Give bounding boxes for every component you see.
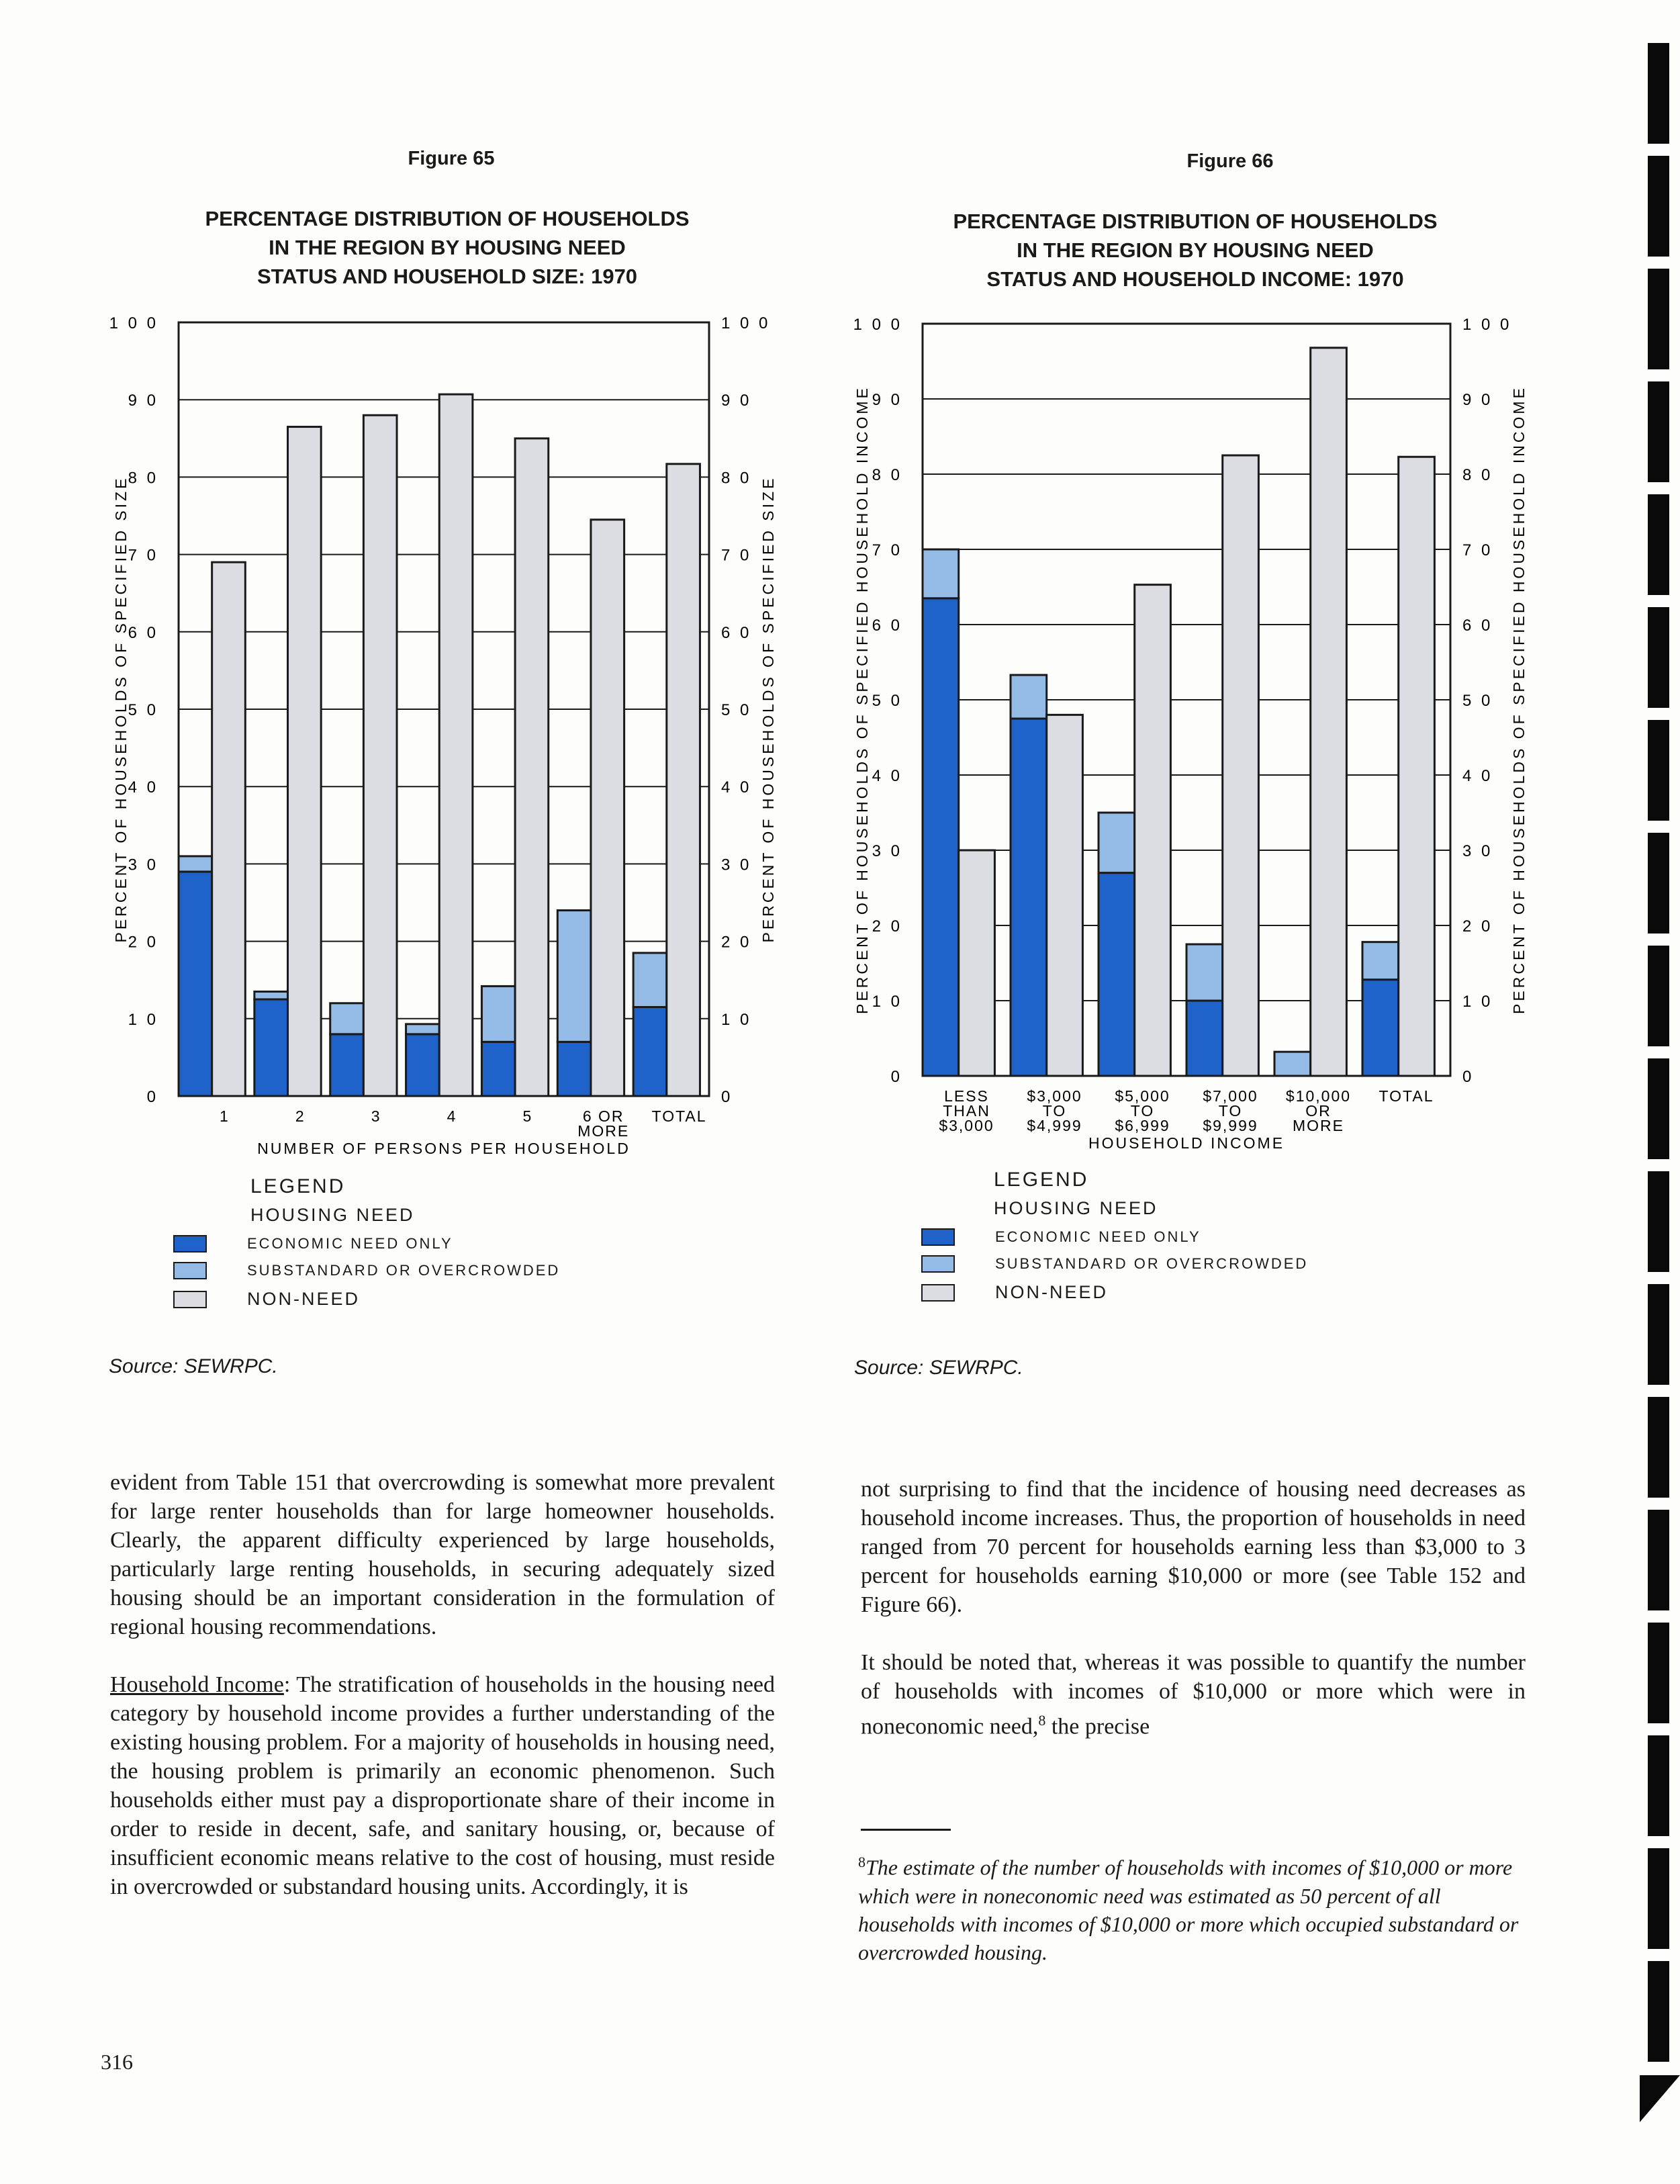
y-tick-label-right: 5 0: [1462, 692, 1493, 710]
x-tick-label: THAN: [943, 1102, 990, 1120]
bar-substandard: [1186, 944, 1223, 1001]
binder-mark: [1648, 1510, 1669, 1610]
x-tick-label: $3,000: [1027, 1087, 1082, 1105]
bar-economic-need: [330, 1034, 364, 1096]
x-tick-label: $9,999: [1203, 1117, 1258, 1134]
paragraph: [861, 1648, 1526, 1741]
figure-66-title-line: PERCENTAGE DISTRIBUTION OF HOUSEHOLDS: [953, 210, 1438, 233]
legend-item-substandard: [921, 1255, 1308, 1273]
y-tick-label-right: 8 0: [721, 469, 752, 488]
bar-substandard: [179, 856, 212, 872]
legend-label: SUBSTANDARD OR OVERCROWDED: [995, 1255, 1309, 1272]
y-tick-label-left: 5 0: [128, 701, 158, 719]
chart-household-size: [0, 0, 839, 1169]
bar-substandard: [330, 1003, 364, 1034]
legend-label: SUBSTANDARD OR OVERCROWDED: [247, 1262, 561, 1279]
figure-65-legend: [173, 1175, 560, 1310]
x-axis-label: NUMBER OF PERSONS PER HOUSEHOLD: [257, 1140, 631, 1157]
y-tick-label-left: 1 0: [128, 1010, 158, 1029]
binder-mark: [1648, 1397, 1669, 1498]
legend-swatch-economic: [173, 1235, 207, 1253]
binder-mark: [1648, 1284, 1669, 1385]
legend-item-non-need: [921, 1282, 1308, 1303]
y-tick-label-left: 9 0: [872, 391, 902, 409]
y-tick-label-left: 4 0: [872, 767, 902, 785]
bar-economic-need: [1186, 1001, 1223, 1076]
figure-66-label: Figure 66: [1186, 150, 1274, 172]
x-tick-label: LESS: [944, 1087, 989, 1105]
x-tick-label: $5,000: [1115, 1087, 1170, 1105]
figure-66-title-line: STATUS AND HOUSEHOLD INCOME: 1970: [986, 267, 1404, 291]
x-tick-label: MORE: [577, 1122, 630, 1140]
y-tick-label-left: 4 0: [128, 778, 158, 797]
y-tick-label-left: 8 0: [128, 469, 158, 488]
x-tick-label: TO: [1042, 1102, 1067, 1120]
paragraph: evident from Table 151 that overcrowding is somewhat more prevalent for large renter households than for large homeowner households. Clearly, the apparent difficulty experienced by large households, particularly large renting households, in securing adequately sized housing should be an important consideration in the formulation of regional housing recommendations.: [110, 1470, 775, 1639]
legend-item-economic: [173, 1235, 560, 1253]
bar-non-need: [288, 427, 322, 1096]
x-tick-label: TOTAL: [651, 1107, 707, 1125]
binder-mark: [1648, 720, 1669, 821]
y-tick-label-left: 5 0: [872, 692, 902, 710]
x-tick-label: 6 OR: [582, 1107, 624, 1125]
x-tick-label: 2: [295, 1107, 306, 1125]
y-tick-label-left: 3 0: [128, 856, 158, 874]
bar-substandard: [557, 911, 591, 1042]
x-tick-label: TO: [1130, 1102, 1155, 1120]
figure-65-title-line: PERCENTAGE DISTRIBUTION OF HOUSEHOLDS: [205, 207, 690, 230]
y-tick-label-right: 9 0: [1462, 391, 1493, 409]
bar-non-need: [515, 439, 549, 1096]
x-tick-label: 3: [371, 1107, 381, 1125]
y-tick-label-left: 6 0: [872, 617, 902, 635]
bar-substandard: [406, 1024, 440, 1034]
figure-65-source: Source: SEWRPC.: [109, 1355, 278, 1377]
binder-mark: [1648, 1171, 1669, 1272]
x-tick-label: TOTAL: [1379, 1087, 1434, 1105]
x-tick-label: $3,000: [939, 1117, 994, 1134]
bar-economic-need: [923, 598, 959, 1076]
y-tick-label-right: 4 0: [721, 778, 752, 797]
figure-65-label: Figure 65: [408, 148, 495, 169]
legend-subtitle: HOUSING NEED: [994, 1198, 1158, 1218]
binder-mark: [1648, 494, 1669, 595]
x-tick-label: MORE: [1293, 1117, 1344, 1134]
y-tick-label-right: 6 0: [1462, 617, 1493, 635]
y-tick-label-right: 2 0: [721, 933, 752, 952]
binder-mark: [1648, 269, 1669, 369]
bar-economic-need: [1099, 873, 1135, 1076]
bar-substandard: [1099, 813, 1135, 873]
legend-title: LEGEND: [250, 1175, 346, 1197]
y-tick-label-right: 1 0: [721, 1010, 752, 1029]
binder-mark: [1648, 381, 1669, 482]
y-tick-label-left: 0: [890, 1068, 902, 1086]
chart-household-income: [833, 0, 1571, 1169]
bar-economic-need: [1362, 980, 1399, 1076]
legend-subtitle: HOUSING NEED: [250, 1205, 415, 1225]
legend-label: NON-NEED: [995, 1282, 1109, 1302]
y-tick-label-right: 5 0: [721, 701, 752, 719]
y-tick-label-left: 1 0 0: [853, 316, 902, 334]
bar-non-need: [363, 415, 397, 1096]
y-tick-label-right: 1 0: [1462, 993, 1493, 1011]
binder-mark: [1648, 1961, 1669, 2062]
legend-item-economic: [921, 1228, 1308, 1246]
y-axis-label-right: PERCENT OF HOUSEHOLDS OF SPECIFIED HOUSEHOLD INCOME: [1510, 385, 1528, 1014]
binder-mark: [1648, 1623, 1669, 1723]
y-tick-label-right: 7 0: [1462, 541, 1493, 559]
binder-mark: [1648, 1848, 1669, 1949]
legend-swatch-substandard: [173, 1262, 207, 1279]
bar-economic-need: [557, 1042, 591, 1096]
y-tick-label-left: 9 0: [128, 392, 158, 410]
y-tick-label-left: 2 0: [872, 917, 902, 936]
footnote-mark: 8: [858, 1854, 866, 1870]
y-tick-label-right: 1 0 0: [1462, 316, 1512, 334]
binder-mark: [1648, 1058, 1669, 1159]
y-axis-label-right: PERCENT OF HOUSEHOLDS OF SPECIFIED SIZE: [759, 475, 777, 943]
binder-mark: [1648, 833, 1669, 934]
binder-corner: [1640, 2075, 1680, 2122]
x-axis-label: HOUSEHOLD INCOME: [1088, 1134, 1285, 1152]
bar-non-need: [439, 394, 473, 1096]
figure-66-legend: [921, 1169, 1308, 1303]
bar-substandard: [1011, 675, 1047, 719]
legend-label: ECONOMIC NEED ONLY: [995, 1228, 1201, 1245]
footnote-rule: [861, 1829, 951, 1831]
bar-substandard: [1362, 942, 1399, 980]
y-tick-label-right: 1 0 0: [721, 314, 771, 332]
x-tick-label: $6,999: [1115, 1117, 1170, 1134]
y-tick-label-right: 0: [1462, 1068, 1475, 1086]
binder-mark: [1648, 946, 1669, 1046]
footnote-text: The estimate of the number of households with incomes of $10,000 or more which were in noneconomic need was estimated as 50 percent of all households with incomes of $10,000 or more which occupied substandard or overcrowded housing.: [858, 1855, 1519, 1964]
y-axis-label-left: PERCENT OF HOUSEHOLDS OF SPECIFIED SIZE: [112, 475, 130, 943]
bar-non-need: [212, 562, 246, 1096]
bar-economic-need: [179, 872, 212, 1096]
bar-non-need: [591, 520, 624, 1096]
paragraph-body: It should be noted that, whereas it was possible to quantify the number of households with incomes of $10,000 or more which were in noneconomic need,: [861, 1650, 1526, 1739]
bar-substandard: [481, 986, 515, 1042]
bar-non-need: [667, 464, 700, 1096]
legend-item-substandard: [173, 1262, 560, 1279]
bar-non-need: [1135, 585, 1171, 1076]
y-tick-label-left: 7 0: [128, 546, 158, 565]
binder-edge: [1633, 0, 1680, 2184]
x-tick-label: TO: [1218, 1102, 1243, 1120]
legend-label: NON-NEED: [247, 1289, 361, 1309]
x-tick-label: 1: [220, 1107, 230, 1125]
legend-label: ECONOMIC NEED ONLY: [247, 1235, 453, 1252]
y-tick-label-right: 3 0: [721, 856, 752, 874]
y-tick-label-right: 7 0: [721, 546, 752, 565]
bar-economic-need: [633, 1007, 667, 1096]
paragraph-body: : The stratification of households in the housing need category by household income provides a further understanding of the existing housing problem. For a majority of households in housing need, the housing problem is primarily an economic phenomenon. Such households either must pay a disproportionate share of their income in order to reside in decent, safe, and sanitary housing, or, because of insufficient economic means relative to the cost of housing, must reside in overcrowded or substandard housing units. Accordingly, it is: [110, 1672, 775, 1899]
bar-substandard: [633, 953, 667, 1007]
binder-mark: [1648, 43, 1669, 144]
y-tick-label-left: 8 0: [872, 466, 902, 484]
legend-item-non-need: [173, 1289, 560, 1310]
footnote: [858, 1848, 1523, 1966]
bar-non-need: [1047, 715, 1083, 1076]
y-axis-label-left: PERCENT OF HOUSEHOLDS OF SPECIFIED HOUSEHOLD INCOME: [853, 385, 871, 1014]
footnote-ref[interactable]: 8: [1038, 1712, 1046, 1729]
x-tick-label: $7,000: [1203, 1087, 1258, 1105]
figure-65-title-line: IN THE REGION BY HOUSING NEED: [269, 236, 626, 259]
figure-66-source: Source: SEWRPC.: [854, 1357, 1023, 1379]
bar-non-need: [1399, 457, 1435, 1076]
y-tick-label-right: 0: [721, 1088, 733, 1106]
paragraph: [110, 1670, 775, 1901]
y-tick-label-right: 9 0: [721, 392, 752, 410]
y-tick-label-left: 1 0 0: [109, 314, 158, 332]
y-tick-label-right: 8 0: [1462, 466, 1493, 484]
bar-non-need: [959, 850, 995, 1076]
bar-economic-need: [481, 1042, 515, 1096]
x-tick-label: 5: [522, 1107, 533, 1125]
x-tick-label: OR: [1305, 1102, 1332, 1120]
x-tick-label: $4,999: [1027, 1117, 1082, 1134]
bar-substandard: [254, 991, 288, 999]
bar-economic-need: [406, 1034, 440, 1096]
y-tick-label-right: 4 0: [1462, 767, 1493, 785]
y-tick-label-left: 3 0: [872, 842, 902, 860]
legend-swatch-non-need: [173, 1291, 207, 1308]
bar-economic-need: [254, 999, 288, 1096]
bar-substandard: [1274, 1052, 1311, 1076]
y-tick-label-left: 0: [146, 1088, 158, 1106]
bar-non-need: [1311, 348, 1347, 1076]
x-tick-label: 4: [447, 1107, 457, 1125]
y-tick-label-right: 3 0: [1462, 842, 1493, 860]
binder-mark: [1648, 607, 1669, 708]
bar-economic-need: [1011, 719, 1047, 1076]
binder-mark: [1648, 156, 1669, 257]
figure-65-title-line: STATUS AND HOUSEHOLD SIZE: 1970: [256, 265, 638, 288]
legend-swatch-economic: [921, 1228, 955, 1246]
legend-swatch-substandard: [921, 1255, 955, 1273]
page-number: 316: [101, 2050, 133, 2074]
paragraph-tail: the precise: [1045, 1714, 1150, 1739]
bar-substandard: [923, 549, 959, 598]
x-tick-label: $10,000: [1285, 1087, 1352, 1105]
y-tick-label-left: 1 0: [872, 993, 902, 1011]
bar-non-need: [1223, 455, 1259, 1076]
paragraph: not surprising to find that the incidence of housing need decreases as household income increases. Thus, the proportion of households in need ranged from 70 percent for households earning less than $3,000 to 3 percent for households earning $10,000 or more (see Table 152 and Figure 66).: [861, 1477, 1526, 1617]
y-tick-label-right: 6 0: [721, 623, 752, 642]
figure-66-title-line: IN THE REGION BY HOUSING NEED: [1017, 238, 1374, 262]
y-tick-label-left: 7 0: [872, 541, 902, 559]
y-tick-label-left: 6 0: [128, 623, 158, 642]
legend-title: LEGEND: [994, 1169, 1089, 1191]
binder-mark: [1648, 1735, 1669, 1836]
y-tick-label-left: 2 0: [128, 933, 158, 952]
y-tick-label-right: 2 0: [1462, 917, 1493, 936]
left-text-column: [110, 1468, 775, 1901]
legend-swatch-non-need: [921, 1284, 955, 1302]
section-heading: Household Income: [110, 1672, 284, 1697]
right-text-column: [861, 1475, 1526, 1741]
